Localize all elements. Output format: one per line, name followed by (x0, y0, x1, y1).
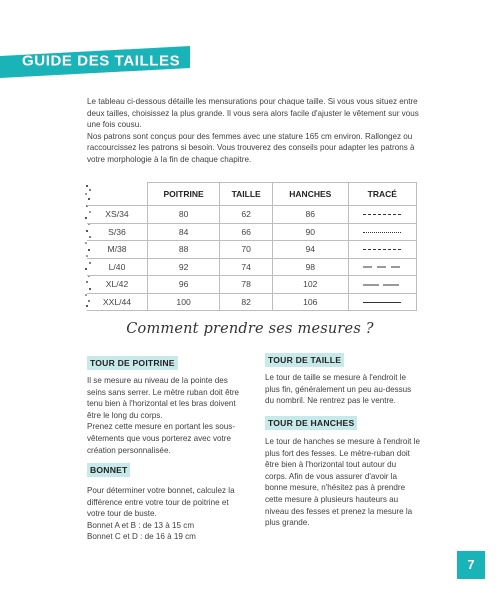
size-cell: M/38 (87, 241, 148, 259)
taille-cell: 74 (220, 258, 273, 276)
table-row (87, 276, 417, 294)
solid-line-sample (363, 302, 401, 303)
taille-cell: 66 (220, 223, 273, 241)
size-cell: L/40 (87, 258, 148, 276)
dotted-line-sample (363, 232, 401, 233)
size-cell: XS/34 (87, 206, 148, 224)
hanches-cell: 98 (273, 258, 349, 276)
header-size (87, 183, 148, 206)
poitrine-cell: 96 (148, 276, 220, 294)
poitrine-cell: 84 (148, 223, 220, 241)
size-cell: S/36 (87, 223, 148, 241)
trace-cell (348, 223, 416, 241)
intro-paragraph: Le tableau ci-dessous détaille les mensurations pour chaque taille. Si vous vous situez entre deux tailles, choisissez la plus grande. Il vous sera alors facile d'ajuster le vêtement sur vous une fois cousu. (87, 97, 419, 130)
taille-cell: 82 (220, 293, 273, 311)
table-row (87, 241, 417, 259)
poitrine-text (87, 375, 240, 456)
table-row (87, 258, 417, 276)
poitrine-paragraph: Prenez cette mesure en portant les sous-vêtements que vous porterez avec votre création personnalisée. (87, 422, 236, 455)
header-hanches: HANCHES (273, 183, 349, 206)
trace-cell (348, 293, 416, 311)
table-row (87, 206, 417, 224)
hanches-cell: 106 (273, 293, 349, 311)
page-title: GUIDE DES TAILLES (22, 52, 181, 70)
table-row (87, 293, 417, 311)
bonnet-paragraph: Pour déterminer votre bonnet, calculez la différence entre votre tour de poitrine et votre tour de buste. (87, 486, 235, 519)
subheading-tour-de-hanches: TOUR DE HANCHES (265, 416, 357, 430)
size-cell: XL/42 (87, 276, 148, 294)
trace-cell (348, 206, 416, 224)
subheading-bonnet: BONNET (87, 463, 130, 477)
size-cell: XXL/44 (87, 293, 148, 311)
taille-cell: 62 (220, 206, 273, 224)
poitrine-cell: 88 (148, 241, 220, 259)
section-heading (0, 321, 500, 337)
intro-paragraph: Nos patrons sont conçus pour des femmes avec une stature 165 cm environ. Rallongez ou raccourcissez les patrons si besoin. Vous trouverez des conseils pour adapter les patrons à votre morphologie à la fin de chaque chapitre. (87, 131, 415, 164)
hanches-cell: 90 (273, 223, 349, 241)
trace-cell (348, 258, 416, 276)
header-taille: TAILLE (220, 183, 273, 206)
header-poitrine: POITRINE (148, 183, 220, 206)
hanches-cell: 86 (273, 206, 349, 224)
hanches-cell: 102 (273, 276, 349, 294)
hanches-text (265, 436, 420, 529)
header-trace: TRACÉ (348, 183, 416, 206)
table-header-row (87, 183, 417, 206)
dash-dot-line-sample (363, 214, 401, 215)
page-number: 7 (467, 557, 475, 572)
poitrine-cell: 80 (148, 206, 220, 224)
table-row (87, 223, 417, 241)
hanches-paragraph: Le tour de hanches se mesure à l'endroit le plus fort des fesses. Le mètre-ruban doit être bien à l'horizontal tout autour du corps. Afin de vous assurer d'avoir la bonne mesure, n'hésitez pas à prendre cette mesure à plusieurs hauteurs au niveau des fesses et prenez la mesure la plus grande. (265, 437, 420, 528)
poitrine-cell: 100 (148, 293, 220, 311)
taille-paragraph: Le tour de taille se mesure à l'endroit le plus fin, généralement un peu au-dessus du nombril. Ne rentrez pas le ventre. (265, 373, 412, 406)
short-dash-line-sample (363, 249, 401, 250)
bonnet-text (87, 485, 240, 543)
taille-cell: 70 (220, 241, 273, 259)
solid-gap-line-sample (363, 283, 401, 287)
poitrine-cell: 92 (148, 258, 220, 276)
title-banner (0, 46, 190, 78)
size-table (87, 182, 417, 311)
taille-cell: 78 (220, 276, 273, 294)
long-dash-line-sample (363, 265, 401, 269)
trace-cell (348, 276, 416, 294)
poitrine-paragraph: Il se mesure au niveau de la pointe des seins sans serrer. Le mètre ruban doit être tenu bien à l'horizontal et les bras doivent être le long du corps. (87, 376, 240, 420)
hanches-cell: 94 (273, 241, 349, 259)
section-heading-text: Comment prendre ses mesures ? (126, 321, 374, 337)
subheading-tour-de-taille: TOUR DE TAILLE (265, 353, 344, 367)
intro-text (87, 96, 422, 166)
taille-text (265, 372, 420, 407)
subheading-tour-de-poitrine: TOUR DE POITRINE (87, 356, 178, 370)
bonnet-line: Bonnet A et B : de 13 à 15 cm (87, 520, 195, 530)
page-number-badge (457, 551, 485, 579)
bonnet-line: Bonnet C et D : de 16 à 19 cm (87, 532, 196, 542)
trace-cell (348, 241, 416, 259)
